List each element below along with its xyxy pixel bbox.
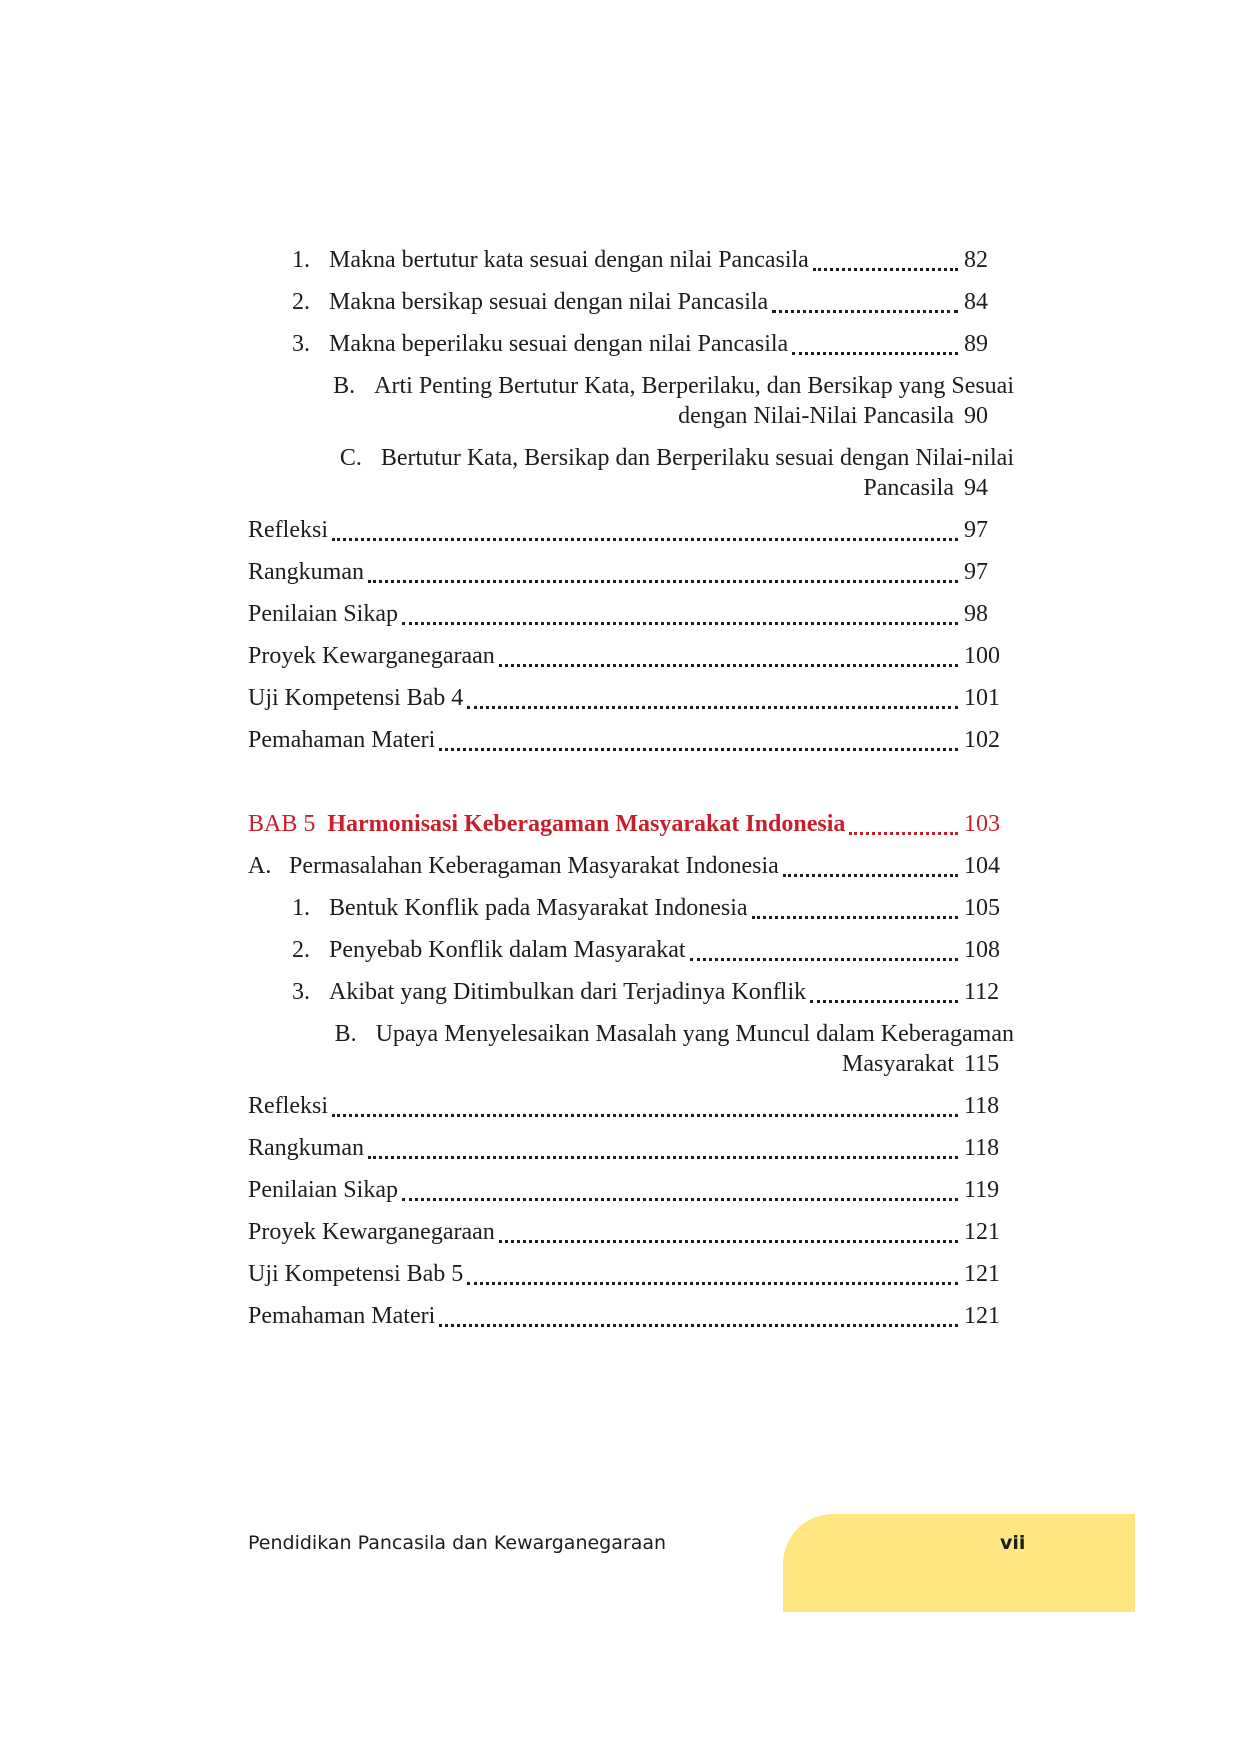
toc-entry[interactable] — [248, 245, 1014, 275]
toc-section-letter: B. — [333, 373, 356, 399]
toc-entry-title: Proyek Kewarganegaraan — [248, 643, 495, 669]
toc-entry[interactable] — [248, 1133, 1014, 1163]
dot-leader — [772, 310, 958, 313]
toc-entry-title: Bentuk Konflik pada Masyarakat Indonesia — [329, 895, 748, 921]
toc-entry-title: Rangkuman — [248, 1135, 364, 1161]
toc-entry-page: 104 — [964, 853, 1000, 879]
toc-entry[interactable] — [248, 935, 1014, 965]
toc-entry-title: Makna bersikap sesuai dengan nilai Pancasila — [329, 289, 769, 315]
toc-section-title-line1: Arti Penting Bertutur Kata, Berperilaku, dan Bersikap yang Sesuai — [374, 373, 1014, 399]
toc-entry-title: Uji Kompetensi Bab 4 — [248, 685, 464, 711]
dot-leader — [402, 1198, 958, 1201]
dot-leader — [752, 916, 958, 919]
toc-entry-number: 1. — [292, 247, 310, 273]
toc-entry-page: 84 — [964, 289, 988, 315]
toc-section-title-line1: Bertutur Kata, Bersikap dan Berperilaku sesuai dengan Nilai-nilai — [380, 445, 1014, 471]
toc-entry-page: 105 — [964, 895, 1000, 921]
toc-entry[interactable] — [248, 329, 1014, 359]
toc-section-entry[interactable] — [248, 371, 1014, 431]
dot-leader — [439, 748, 958, 751]
toc-entry-page: 101 — [964, 685, 1000, 711]
table-of-contents — [248, 245, 1014, 1343]
toc-entry-page: 121 — [964, 1219, 1000, 1245]
page-number-tab — [783, 1514, 1135, 1612]
toc-entry-number: 2. — [292, 289, 310, 315]
dot-leader — [332, 538, 958, 541]
toc-entry-page: 103 — [964, 811, 1000, 837]
dot-leader — [402, 622, 958, 625]
toc-entry-page: 98 — [964, 601, 988, 627]
chapter-number: BAB 5 — [248, 811, 316, 837]
toc-section-letter: C. — [339, 445, 362, 471]
toc-entry-page: 94 — [964, 475, 988, 501]
toc-section-letter: B. — [334, 1021, 357, 1047]
dot-leader — [499, 664, 958, 667]
dot-leader — [810, 1000, 958, 1003]
toc-entry[interactable] — [248, 893, 1014, 923]
dot-leader — [849, 832, 958, 835]
toc-entry[interactable] — [248, 1259, 1014, 1289]
toc-section-letter: A. — [248, 853, 272, 879]
toc-section-title-line2: Masyarakat — [842, 1051, 954, 1077]
toc-section-entry[interactable] — [248, 443, 1014, 503]
toc-entry-number: 1. — [292, 895, 310, 921]
toc-entry[interactable] — [248, 683, 1014, 713]
toc-entry-title: Makna beperilaku sesuai dengan nilai Pancasila — [329, 331, 789, 357]
toc-entry[interactable] — [248, 1091, 1014, 1121]
toc-entry-title: Penilaian Sikap — [248, 601, 398, 627]
toc-entry[interactable] — [248, 977, 1014, 1007]
toc-entry-title: Proyek Kewarganegaraan — [248, 1219, 495, 1245]
toc-entry-title: Refleksi — [248, 517, 328, 543]
toc-entry-number: 2. — [292, 937, 310, 963]
footer-page-number: vii — [1000, 1532, 1026, 1554]
toc-entry-page: 121 — [964, 1261, 1000, 1287]
toc-section-title-line2: Pancasila — [863, 475, 954, 501]
toc-entry-title: Permasalahan Keberagaman Masyarakat Indonesia — [289, 853, 779, 879]
toc-entry-title: Pemahaman Materi — [248, 1303, 436, 1329]
toc-entry-page: 100 — [964, 643, 1000, 669]
dot-leader — [792, 352, 958, 355]
spacer — [248, 767, 1014, 809]
toc-entry-page: 119 — [964, 1177, 1000, 1203]
toc-entry[interactable] — [248, 557, 1014, 587]
toc-entry-title: Pemahaman Materi — [248, 727, 436, 753]
toc-entry[interactable] — [248, 1175, 1014, 1205]
dot-leader — [467, 706, 958, 709]
toc-entry-title: Refleksi — [248, 1093, 328, 1119]
toc-entry-page: 102 — [964, 727, 1000, 753]
toc-section-title-line2: dengan Nilai-Nilai Pancasila — [678, 403, 954, 429]
chapter-title: Harmonisasi Keberagaman Masyarakat Indonesia — [327, 811, 846, 837]
toc-entry-page: 121 — [964, 1303, 1000, 1329]
dot-leader — [783, 874, 958, 877]
toc-entry-page: 82 — [964, 247, 988, 273]
toc-chapter-entry[interactable] — [248, 809, 1014, 839]
toc-entry-number: 3. — [292, 331, 310, 357]
dot-leader — [690, 958, 958, 961]
dot-leader — [499, 1240, 958, 1243]
dot-leader — [439, 1324, 958, 1327]
toc-entry-title: Penilaian Sikap — [248, 1177, 398, 1203]
toc-entry-title: Makna bertutur kata sesuai dengan nilai Pancasila — [329, 247, 809, 273]
toc-entry-page: 112 — [964, 979, 1000, 1005]
toc-entry-page: 115 — [964, 1051, 1000, 1077]
toc-entry[interactable] — [248, 725, 1014, 755]
footer-book-title: Pendidikan Pancasila dan Kewarganegaraan — [248, 1532, 667, 1554]
dot-leader — [332, 1114, 958, 1117]
toc-entry-number: 3. — [292, 979, 310, 1005]
toc-section-entry[interactable] — [248, 1019, 1014, 1079]
toc-entry-title: Penyebab Konflik dalam Masyarakat — [329, 937, 686, 963]
toc-entry-page: 97 — [964, 517, 988, 543]
toc-entry-page: 90 — [964, 403, 988, 429]
toc-entry[interactable] — [248, 515, 1014, 545]
toc-entry-page: 97 — [964, 559, 988, 585]
toc-entry[interactable] — [248, 641, 1014, 671]
toc-entry[interactable] — [248, 1301, 1014, 1331]
dot-leader — [368, 1156, 958, 1159]
toc-entry-page: 89 — [964, 331, 988, 357]
dot-leader — [368, 580, 958, 583]
toc-entry[interactable] — [248, 287, 1014, 317]
toc-entry-page: 118 — [964, 1135, 1000, 1161]
toc-entry-title: Akibat yang Ditimbulkan dari Terjadinya Konflik — [329, 979, 807, 1005]
toc-entry-page: 108 — [964, 937, 1000, 963]
dot-leader — [467, 1282, 958, 1285]
toc-section-entry[interactable] — [248, 851, 1014, 881]
dot-leader — [813, 268, 958, 271]
toc-entry[interactable] — [248, 599, 1014, 629]
toc-entry-title: Rangkuman — [248, 559, 364, 585]
toc-section-title-line1: Upaya Menyelesaikan Masalah yang Muncul dalam Keberagaman — [375, 1021, 1014, 1047]
toc-entry-title: Uji Kompetensi Bab 5 — [248, 1261, 464, 1287]
toc-entry-page: 118 — [964, 1093, 1000, 1119]
toc-entry[interactable] — [248, 1217, 1014, 1247]
